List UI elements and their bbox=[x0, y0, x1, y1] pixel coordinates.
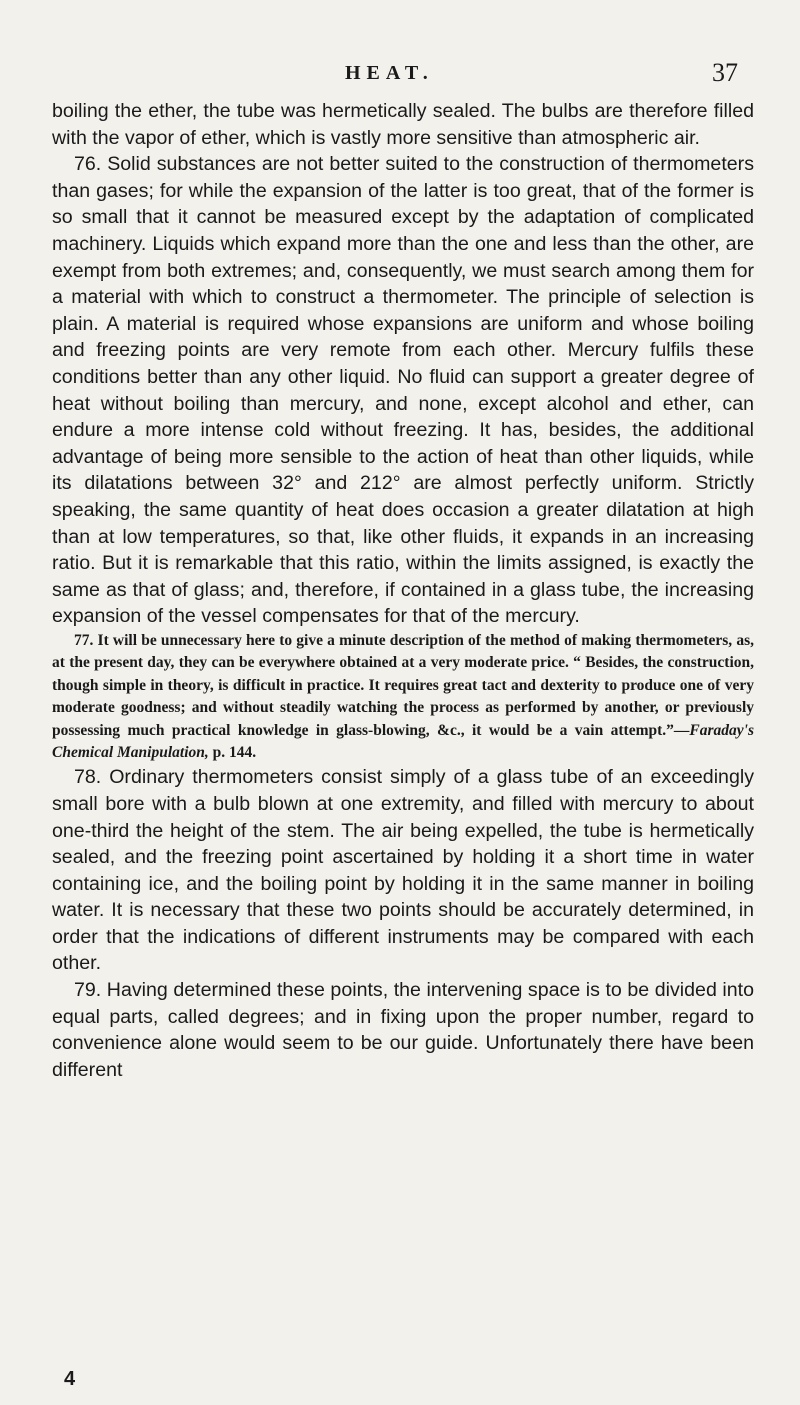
paragraph-76: 76. Solid substances are not better suited to the construction of thermometers than gases; for while the expansion of the latter is too great, that of the former is so small that it cannot be measured except by the adaptation of complicated machinery. Liquids which expand more than the one and less than the other, are exempt from both extremes; and, consequently, we must search among them for a material with which to construct a thermometer. The principle of selection is plain. A material is required whose expansions are uniform and whose boiling and freezing points are very remote from each other. Mercury fulfils these conditions better than any other liquid. No fluid can support a greater degree of heat without boiling than mercury, and none, except alcohol and ether, can endure a more intense cold without freezing. It has, besides, the additional advantage of being more sensible to the action of heat than other liquids, while its dilatations between 32° and 212° are almost perfectly uniform. Strictly speaking, the same quantity of heat does occasion a greater dilatation at high than at low temperatures, so that, like other fluids, it expands in an increasing ratio. But it is remarkable that this ratio, within the limits assigned, is exactly the same as that of glass; and, therefore, if contained in a glass tube, the increasing expansion of the vessel compensates for that of the mercury. bbox=[52, 153, 754, 628]
paragraph-77-source: Faraday's Chemical Manipulation, bbox=[52, 721, 754, 761]
paragraph-continued: boiling the ether, the tube was hermetically sealed. The bulbs are therefore filled with the vapor of ether, which is vastly more sensitive than atmospheric air. bbox=[52, 100, 754, 149]
page-body bbox=[52, 98, 754, 1083]
page-header bbox=[0, 58, 800, 88]
paragraph-77 bbox=[52, 630, 754, 764]
paragraph-79: 79. Having determined these points, the intervening space is to be divided into equal parts, called degrees; and in fixing upon the proper number, regard to convenience alone would seem to be our guide. Unfortunately there have been different bbox=[52, 979, 754, 1081]
page-number: 37 bbox=[712, 58, 738, 87]
paragraph-78: 78. Ordinary thermometers consist simply of a glass tube of an exceedingly small bore with a bulb blown at one extremity, and filled with mercury to about one-third the height of the stem. The air being expelled, the tube is hermetically sealed, and the freezing point ascertained by holding it a short time in water containing ice, and the boiling point by holding it in the same manner in boiling water. It is necessary that these two points should be accurately determined, in order that the indications of different instruments may be compared with each other. bbox=[52, 766, 754, 975]
paragraph-77-text: 77. It will be unnecessary here to give a minute description of the method of making thermometers, as, at the present day, they can be everywhere obtained at a very moderate price. “ Besides, the construction, though simple in theory, is difficult in practice. It requires great tact and dexterity to produce one of very moderate goodness; and without steadily watching the process as performed by another, or previously possessing much practical knowledge in glass-blowing, &c., it would be a vain attempt.”— bbox=[52, 631, 754, 739]
running-head: HEAT. bbox=[345, 62, 434, 84]
paragraph-77-page: p. 144. bbox=[208, 743, 257, 761]
signature-mark: 4 bbox=[64, 1368, 76, 1390]
